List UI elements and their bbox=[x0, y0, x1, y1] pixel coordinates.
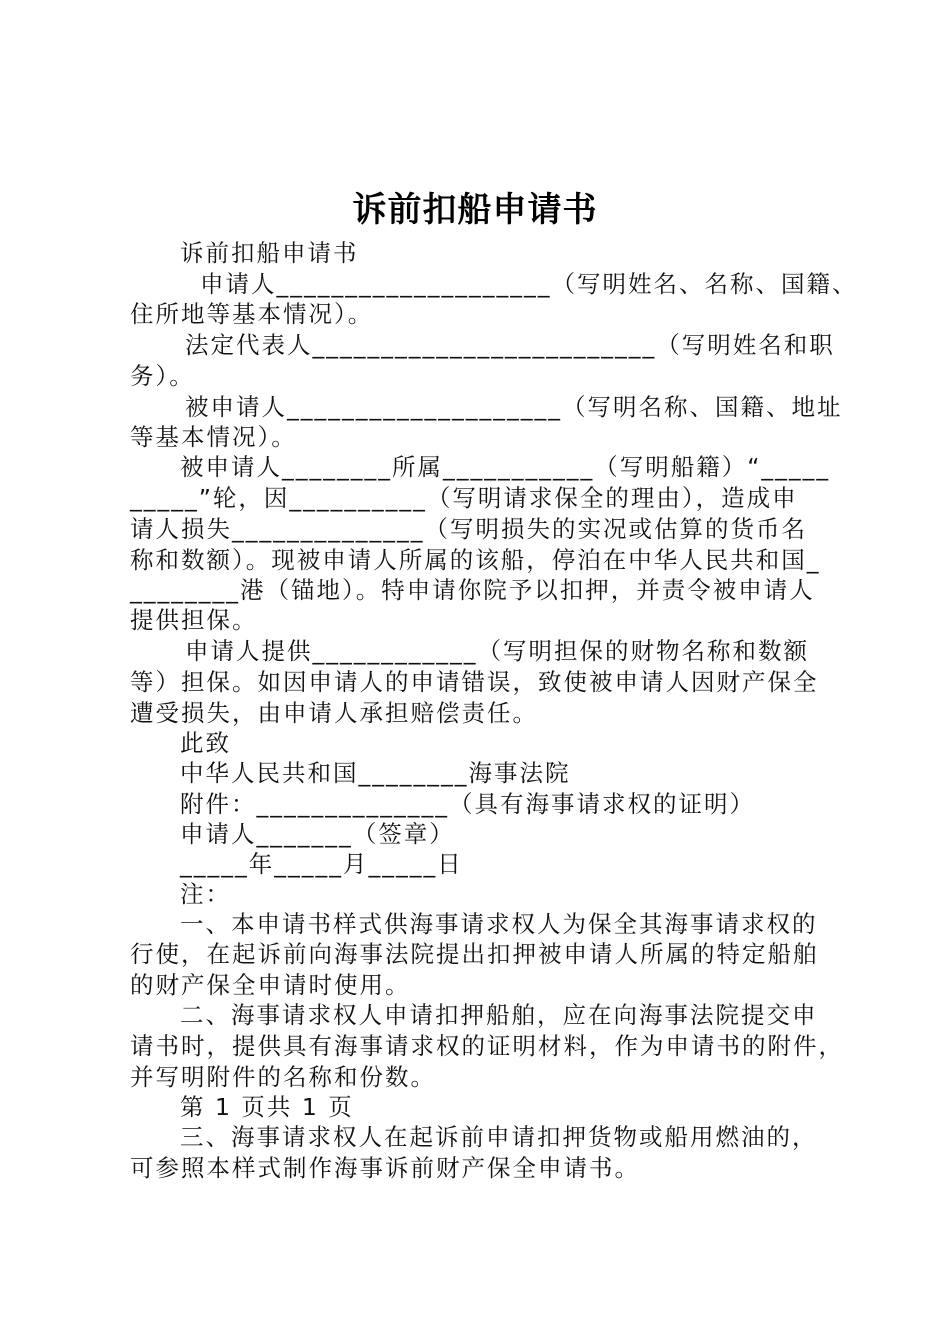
guarantee-line: 申请人提供____________（写明担保的财物名称和数额 bbox=[185, 637, 809, 665]
ship-line: 被申请人________所属___________（写明船籍）“_____ bbox=[180, 453, 831, 481]
note-2-line-2: 请书时，提供具有海事请求权的证明材料，作为申请书的附件， bbox=[130, 1032, 844, 1060]
note-2-line: 二、海事请求权人申请扣押船舶，应在向海事法院提交申 bbox=[180, 1001, 818, 1029]
attachment-line: 附件：______________（具有海事请求权的证明） bbox=[180, 790, 755, 818]
legal-rep-line: 法定代表人_________________________（写明姓名和职 bbox=[185, 331, 835, 359]
respondent-line-cont: 等基本情况）。 bbox=[130, 423, 297, 451]
document-title: 诉前扣船申请书 bbox=[352, 190, 598, 230]
ship-line-3: 请人损失______________（写明损失的实况或估算的货币名 bbox=[130, 515, 807, 543]
salutation-line: 此致 bbox=[180, 729, 231, 757]
note-heading: 注： bbox=[180, 880, 231, 908]
ship-line-2: _____”轮，因__________（写明请求保全的理由），造成申 bbox=[130, 484, 798, 512]
note-1-line-2: 行使，在起诉前向海事法院提出扣押被申请人所属的特定船舶 bbox=[130, 940, 819, 968]
guarantee-line-3: 遭受损失，由申请人承担赔偿责任。 bbox=[130, 699, 538, 727]
respondent-line: 被申请人____________________（写明名称、国籍、地址 bbox=[185, 393, 843, 421]
page-number: 第 1 页共 1 页 bbox=[180, 1093, 354, 1121]
guarantee-line-2: 等）担保。如因申请人的申请错误，致使被申请人因财产保全 bbox=[130, 668, 819, 696]
legal-rep-line-cont: 务）。 bbox=[130, 362, 195, 390]
ship-line-5: ________港（锚地）。特申请你院予以扣押，并责令被申请人 bbox=[130, 576, 815, 604]
applicant-line: 申请人____________________（写明姓名、名称、国籍、 bbox=[200, 270, 858, 298]
applicant-line-cont: 住所地等基本情况）。 bbox=[130, 300, 374, 328]
signature-line: 申请人_______（签章） bbox=[180, 820, 455, 848]
court-line: 中华人民共和国________海事法院 bbox=[180, 759, 571, 787]
note-2-line-3: 并写明附件的名称和份数。 bbox=[130, 1063, 436, 1091]
note-1-line-3: 的财产保全申请时使用。 bbox=[130, 971, 411, 999]
date-line: _____年_____月_____日 bbox=[180, 850, 463, 878]
ship-line-4: 称和数额）。现被申请人所属的该船，停泊在中华人民共和国_ bbox=[130, 546, 821, 574]
note-1-line: 一、本申请书样式供海事请求权人为保全其海事请求权的 bbox=[180, 910, 818, 938]
subtitle-line: 诉前扣船申请书 bbox=[180, 239, 359, 267]
ship-line-6: 提供担保。 bbox=[130, 606, 258, 634]
note-3-line-2: 可参照本样式制作海事诉前财产保全申请书。 bbox=[130, 1154, 640, 1182]
note-3-line: 三、海事请求权人在起诉前申请扣押货物或船用燃油的， bbox=[180, 1123, 818, 1151]
